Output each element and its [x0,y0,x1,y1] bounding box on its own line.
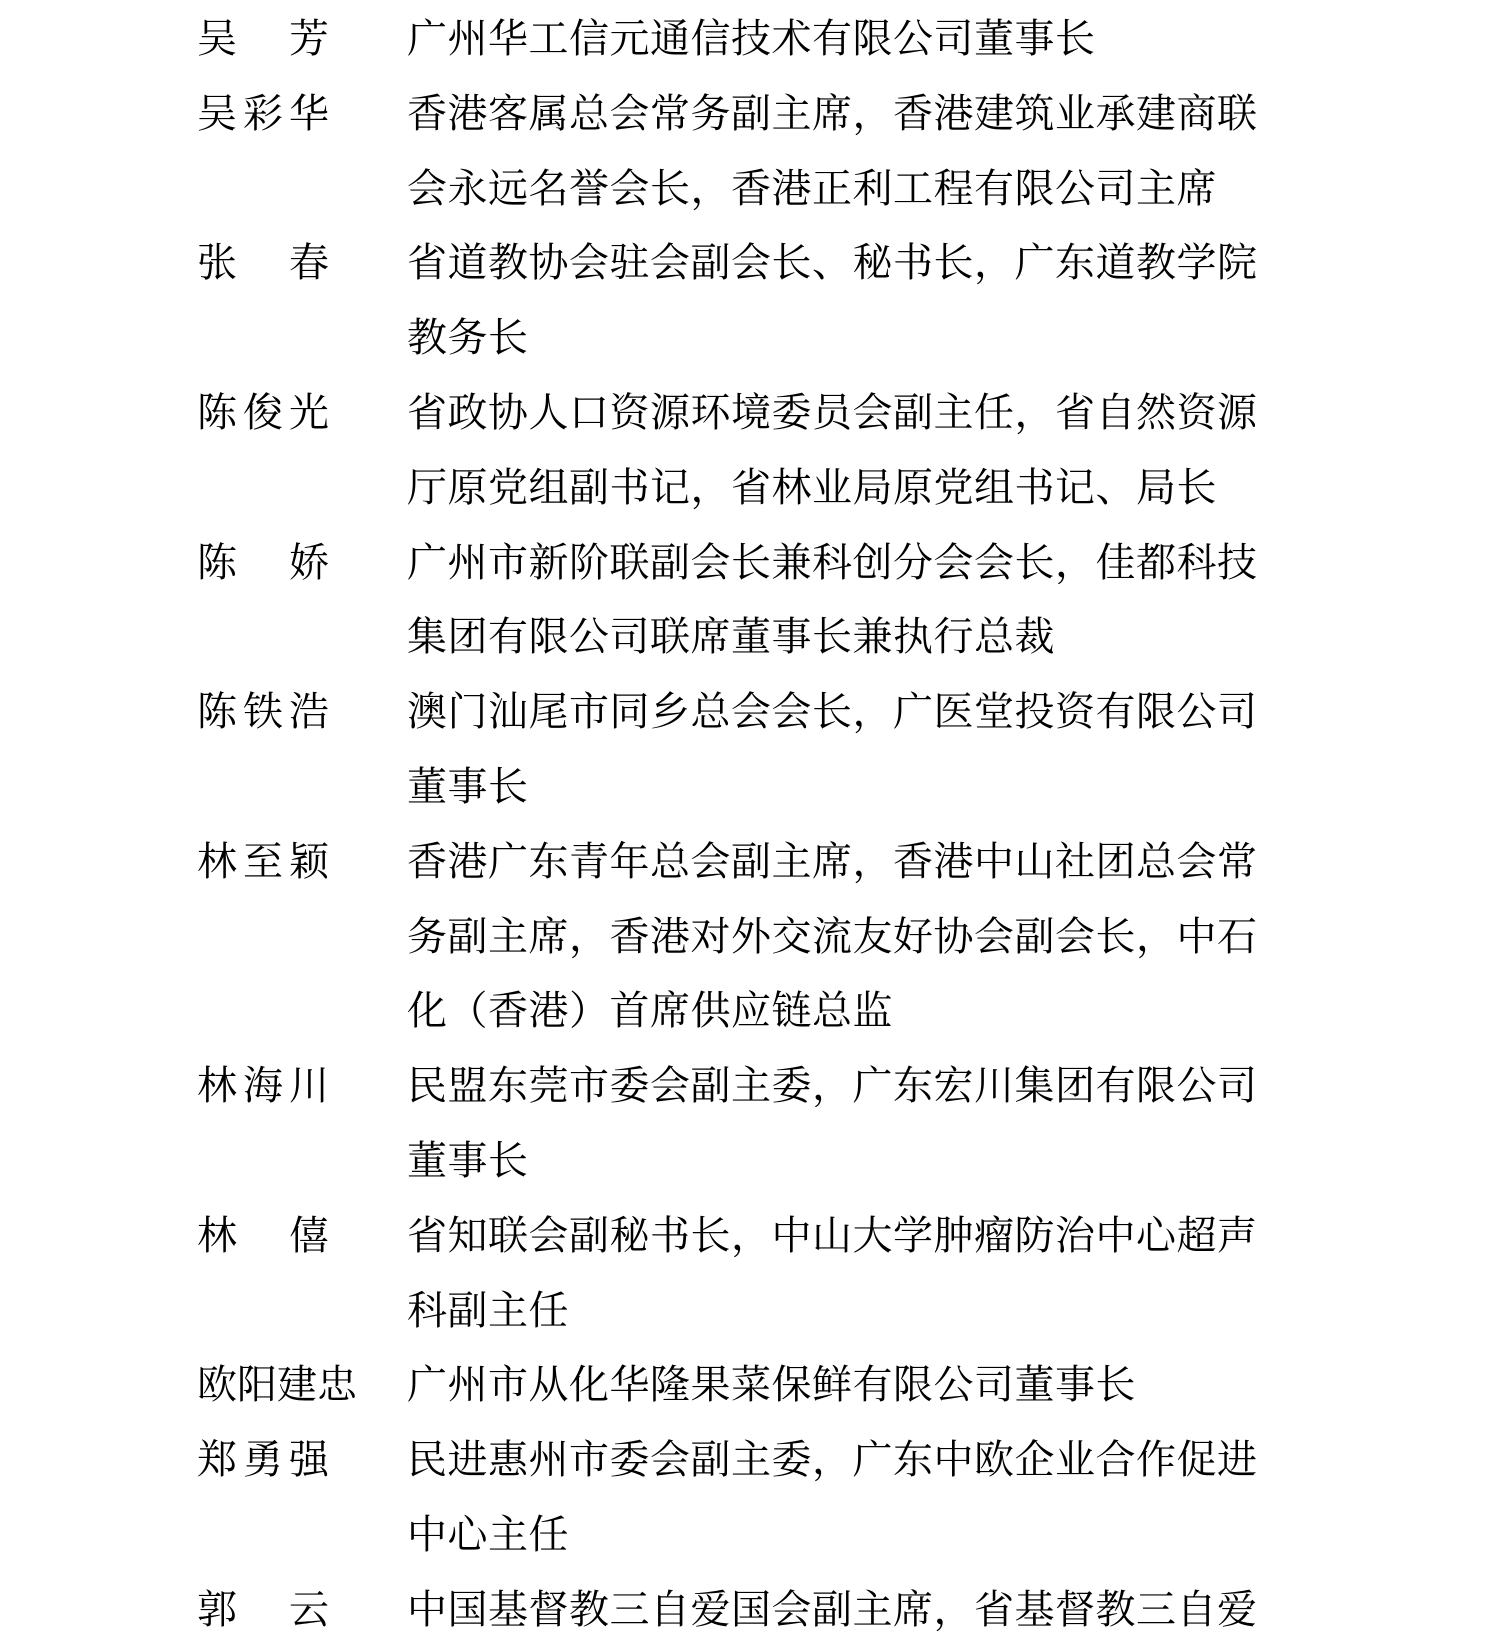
member-titles [407,77,1500,227]
member-titles [407,226,1500,376]
member-titles [407,1423,1500,1573]
member-name: 张 春 [197,240,335,286]
member-name: 吴 芳 [197,16,335,61]
roster-entry [0,1423,1500,1573]
member-titles [407,675,1500,825]
member-title-line: 科副主任 [407,1287,569,1333]
member-title-line: 香港客属总会常务副主席，香港建筑业承建商联 [407,90,1258,136]
member-name: 陈俊光 [197,389,335,435]
member-title-line: 厅原党组副书记，省林业局原党组书记、局长 [407,464,1217,510]
member-name: 郭 云 [197,1586,335,1632]
member-title-line: 董事长 [407,763,529,809]
member-title-line: 会永远名誉会长，香港正利工程有限公司主席 [407,165,1217,211]
member-name: 林海川 [197,1063,335,1109]
roster-entry [0,526,1500,676]
roster-entry [0,1049,1500,1199]
member-title-line: 民进惠州市委会副主委，广东中欧企业合作促进 [407,1437,1258,1483]
member-titles [407,1199,1500,1349]
roster-entry [0,1348,1500,1423]
member-titles [407,376,1500,526]
member-title-line: 务副主席，香港对外交流友好协会副会长，中石 [407,913,1258,959]
member-title-line: 中心主任 [407,1511,569,1557]
member-title-line: 省知联会副秘书长，中山大学肿瘤防治中心超声 [407,1212,1258,1258]
member-titles [407,1049,1500,1199]
member-title-line: 民盟东莞市委会副主委，广东宏川集团有限公司 [407,1063,1258,1109]
member-title-line: 澳门汕尾市同乡总会会长，广医堂投资有限公司 [407,689,1258,735]
member-name: 陈铁浩 [197,689,335,735]
roster-entry [0,2,1500,77]
member-titles [407,1573,1500,1648]
member-name: 陈 娇 [197,539,335,585]
member-titles [407,825,1500,1049]
roster-entry [0,825,1500,1049]
roster-entry [0,1573,1500,1648]
roster-entry [0,376,1500,526]
member-title-line: 教务长 [407,315,529,361]
roster-entry [0,226,1500,376]
roster-entry [0,1199,1500,1349]
member-title-line: 广州华工信元通信技术有限公司董事长 [407,16,1096,61]
member-title-line: 广州市从化华隆果菜保鲜有限公司董事长 [407,1362,1136,1408]
member-title-line: 化（香港）首席供应链总监 [407,988,893,1034]
member-name: 欧阳建忠 [197,1362,357,1408]
member-title-line: 香港广东青年总会副主席，香港中山社团总会常 [407,838,1258,884]
member-name: 郑勇强 [197,1437,335,1483]
member-title-line: 省道教协会驻会副会长、秘书长，广东道教学院 [407,240,1258,286]
member-titles [407,2,1500,77]
roster-entry [0,77,1500,227]
member-titles [407,526,1500,676]
member-name: 林 僖 [197,1212,335,1258]
member-title-line: 广州市新阶联副会长兼科创分会会长，佳都科技 [407,539,1258,585]
member-titles [407,1348,1500,1423]
roster-entry [0,675,1500,825]
member-title-line: 集团有限公司联席董事长兼执行总裁 [407,614,1055,660]
member-title-line: 中国基督教三自爱国会副主席，省基督教三自爱 [407,1586,1258,1632]
member-name: 吴彩华 [197,90,335,136]
member-name: 林至颖 [197,838,335,884]
member-title-line: 省政协人口资源环境委员会副主任，省自然资源 [407,389,1258,435]
member-title-line: 董事长 [407,1137,529,1183]
